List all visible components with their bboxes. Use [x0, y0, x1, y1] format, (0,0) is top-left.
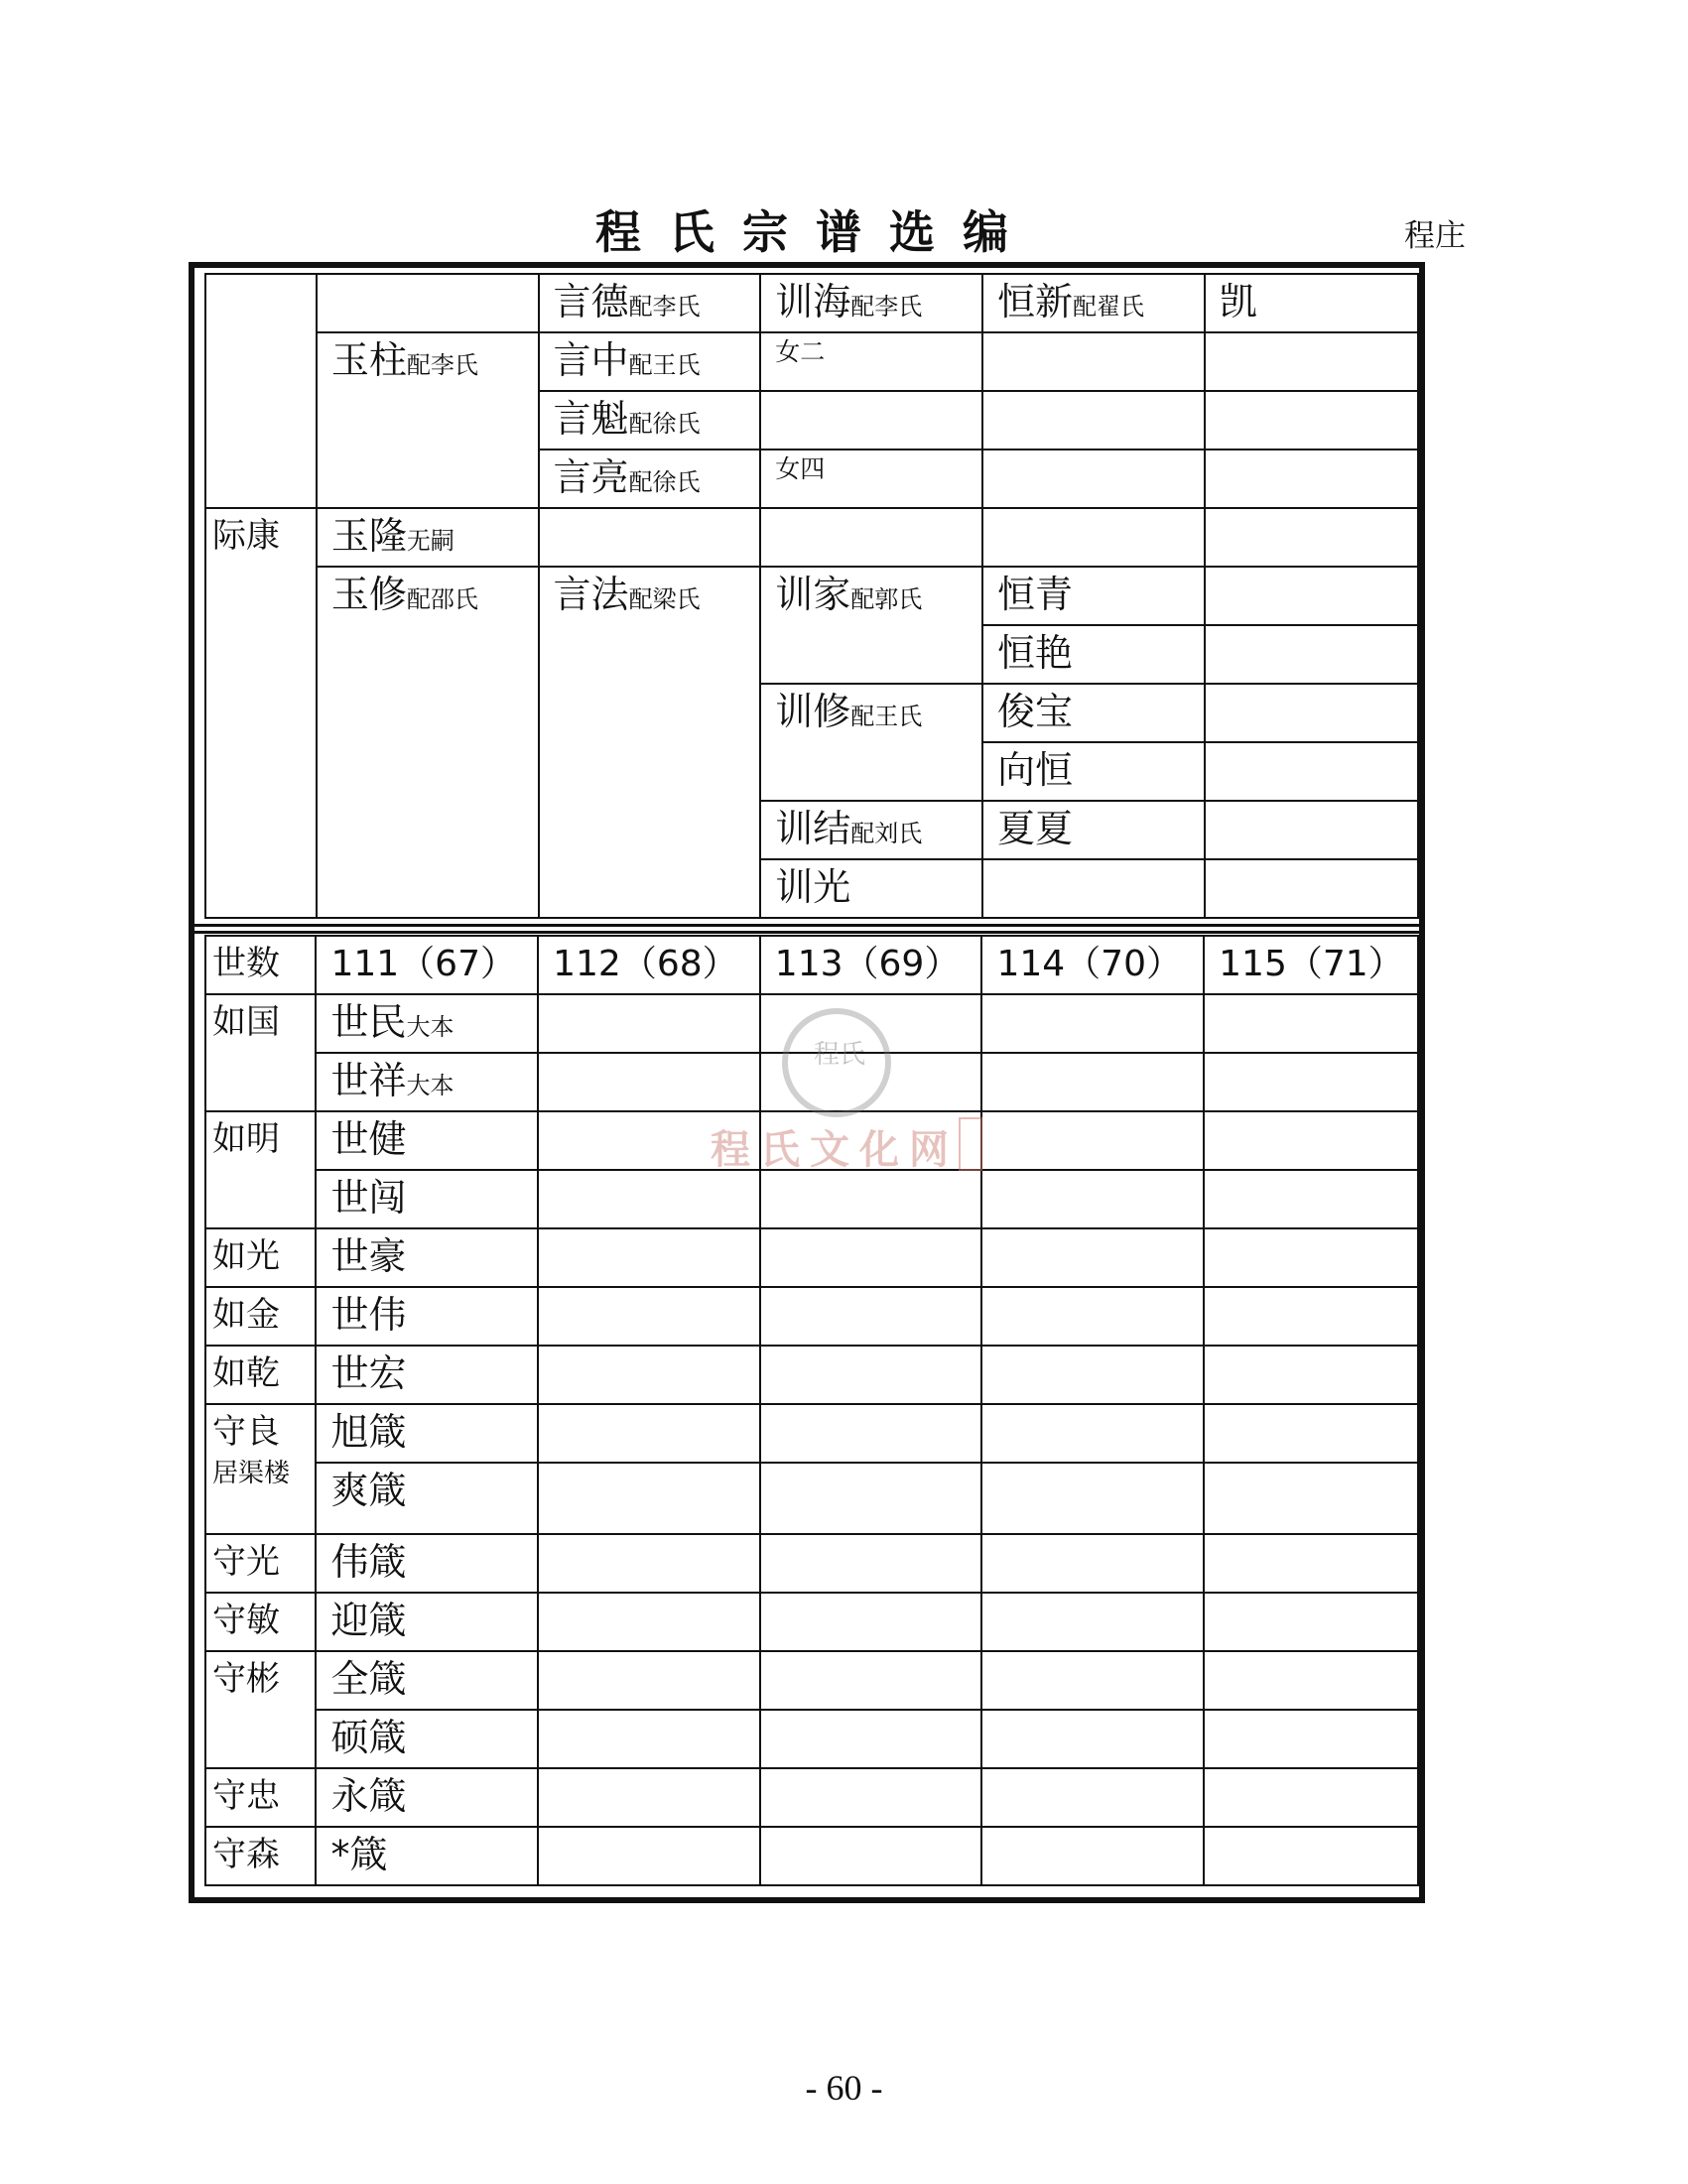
cell-person: 训结配刘氏	[760, 801, 982, 859]
cell-empty	[760, 1768, 982, 1827]
cell-empty	[538, 994, 760, 1053]
cell-person: 训家配郭氏	[760, 567, 982, 684]
cell-person: 旭箴	[316, 1404, 538, 1463]
table-separator	[195, 924, 1419, 934]
cell-empty	[982, 332, 1205, 391]
cell-empty	[538, 1827, 760, 1885]
cell-daughters: 女四	[760, 450, 982, 508]
cell-person: 恒艳	[982, 625, 1205, 684]
cell-father: 守彬	[205, 1651, 316, 1768]
header-cell: 112（68）	[538, 936, 760, 994]
cell-empty	[205, 274, 317, 508]
cell-empty	[538, 1346, 760, 1404]
cell-empty	[760, 1593, 982, 1651]
cell-empty	[1204, 1053, 1418, 1111]
cell-empty	[981, 1463, 1204, 1534]
header-cell: 113（69）	[760, 936, 982, 994]
header-cell: 115（71）	[1204, 936, 1418, 994]
cell-person: 世民大本	[316, 994, 538, 1053]
cell-empty	[1205, 859, 1418, 918]
cell-empty	[981, 994, 1204, 1053]
page-title: 程氏宗谱选编	[595, 205, 1036, 259]
cell-person: 硕箴	[316, 1710, 538, 1768]
cell-person: 永箴	[316, 1768, 538, 1827]
cell-person: 世豪	[316, 1228, 538, 1287]
cell-daughters: 女二	[760, 332, 982, 391]
cell-empty	[1205, 801, 1418, 859]
cell-person: 凯	[1205, 274, 1418, 332]
cell-empty	[1204, 1593, 1418, 1651]
cell-empty	[1205, 450, 1418, 508]
cell-father: 如金	[205, 1287, 316, 1346]
cell-empty	[760, 1827, 982, 1885]
cell-empty	[538, 1287, 760, 1346]
cell-father: 守良 居渠楼	[205, 1404, 316, 1534]
cell-person: 向恒	[982, 742, 1205, 801]
cell-person: 玉修配邵氏	[317, 567, 539, 918]
cell-person: 夏夏	[982, 801, 1205, 859]
cell-empty	[1204, 1287, 1418, 1346]
cell-empty	[1204, 1228, 1418, 1287]
cell-father: 守敏	[205, 1593, 316, 1651]
cell-empty	[982, 859, 1205, 918]
cell-empty	[1204, 1463, 1418, 1534]
cell-empty	[538, 1710, 760, 1768]
father-note: 居渠楼	[212, 1459, 291, 1488]
cell-empty	[538, 1228, 760, 1287]
header-cell: 114（70）	[981, 936, 1204, 994]
cell-person: 玉隆无嗣	[317, 508, 539, 567]
cell-empty	[760, 391, 982, 450]
page-number: - 60 -	[805, 2068, 883, 2108]
cell-empty	[982, 508, 1205, 567]
cell-person: 迎箴	[316, 1593, 538, 1651]
cell-empty	[1205, 742, 1418, 801]
cell-person: 世宏	[316, 1346, 538, 1404]
cell-empty	[982, 391, 1205, 450]
cell-person: 俊宝	[982, 684, 1205, 742]
cell-empty	[538, 1534, 760, 1593]
cell-empty	[981, 1651, 1204, 1710]
cell-father: 守森	[205, 1827, 316, 1885]
cell-empty	[760, 1651, 982, 1710]
cell-empty	[1204, 1404, 1418, 1463]
cell-empty	[1204, 1651, 1418, 1710]
cell-empty	[1205, 332, 1418, 391]
cell-empty	[981, 1111, 1204, 1170]
cell-person: 言德配李氏	[539, 274, 761, 332]
header-cell: 世数	[205, 936, 316, 994]
cell-empty	[1204, 1346, 1418, 1404]
cell-person: 玉柱配李氏	[317, 332, 539, 508]
cell-person: 言魁配徐氏	[539, 391, 761, 450]
cell-person: 恒青	[982, 567, 1205, 625]
cell-person: 世健	[316, 1111, 538, 1170]
cell-empty	[760, 508, 982, 567]
cell-person: 恒新配翟氏	[982, 274, 1205, 332]
place-label: 程庄	[1404, 218, 1466, 254]
cell-empty	[760, 1287, 982, 1346]
cell-empty	[1204, 1534, 1418, 1593]
cell-empty	[1204, 1768, 1418, 1827]
cell-empty	[982, 450, 1205, 508]
cell-person: 世祥大本	[316, 1053, 538, 1111]
cell-empty	[760, 1534, 982, 1593]
cell-empty	[760, 1404, 982, 1463]
cell-empty	[1204, 1111, 1418, 1170]
cell-empty	[538, 1404, 760, 1463]
cell-empty	[981, 1827, 1204, 1885]
cell-empty	[1205, 508, 1418, 567]
cell-person: 言亮配徐氏	[539, 450, 761, 508]
cell-empty	[1204, 1827, 1418, 1885]
cell-empty	[317, 274, 539, 332]
cell-person: 言法配梁氏	[539, 567, 761, 918]
cell-empty	[1205, 684, 1418, 742]
cell-person: 世闯	[316, 1170, 538, 1228]
cell-father: 如乾	[205, 1346, 316, 1404]
cell-empty	[539, 508, 761, 567]
cell-empty	[981, 1346, 1204, 1404]
cell-father: 际康	[205, 508, 317, 918]
cell-empty	[1204, 1710, 1418, 1768]
cell-empty	[760, 1228, 982, 1287]
cell-empty	[760, 1170, 982, 1228]
cell-person: 爽箴	[316, 1463, 538, 1534]
cell-person: 训光	[760, 859, 982, 918]
cell-empty	[981, 1170, 1204, 1228]
watermark-seal-icon: 程氏	[782, 1008, 891, 1117]
cell-empty	[981, 1534, 1204, 1593]
cell-empty	[981, 1404, 1204, 1463]
cell-empty	[981, 1053, 1204, 1111]
cell-empty	[538, 1651, 760, 1710]
upper-genealogy-table	[204, 273, 1419, 919]
cell-empty	[538, 1170, 760, 1228]
cell-empty	[1205, 567, 1418, 625]
cell-empty	[760, 1710, 982, 1768]
cell-empty	[538, 1053, 760, 1111]
cell-empty	[538, 1463, 760, 1534]
cell-empty	[760, 1463, 982, 1534]
cell-empty	[538, 1593, 760, 1651]
cell-empty	[1205, 625, 1418, 684]
cell-empty	[760, 1346, 982, 1404]
cell-empty	[1204, 994, 1418, 1053]
cell-empty	[1205, 391, 1418, 450]
cell-person: 言中配王氏	[539, 332, 761, 391]
cell-empty	[1204, 1170, 1418, 1228]
cell-empty	[981, 1228, 1204, 1287]
cell-empty	[981, 1287, 1204, 1346]
cell-empty	[981, 1768, 1204, 1827]
watermark-text: 程氏文化网	[711, 1126, 959, 1173]
header-cell: 111（67）	[316, 936, 538, 994]
cell-person: *箴	[316, 1827, 538, 1885]
cell-person: 世伟	[316, 1287, 538, 1346]
cell-empty	[981, 1593, 1204, 1651]
cell-father: 如国	[205, 994, 316, 1111]
cell-person: 训海配李氏	[760, 274, 982, 332]
cell-empty	[981, 1710, 1204, 1768]
cell-person: 训修配王氏	[760, 684, 982, 801]
watermark-stamp-icon	[959, 1117, 982, 1171]
cell-father: 守忠	[205, 1768, 316, 1827]
cell-person: 伟箴	[316, 1534, 538, 1593]
cell-father: 如光	[205, 1228, 316, 1287]
cell-empty	[538, 1768, 760, 1827]
cell-father: 如明	[205, 1111, 316, 1228]
cell-father: 守光	[205, 1534, 316, 1593]
cell-person: 全箴	[316, 1651, 538, 1710]
